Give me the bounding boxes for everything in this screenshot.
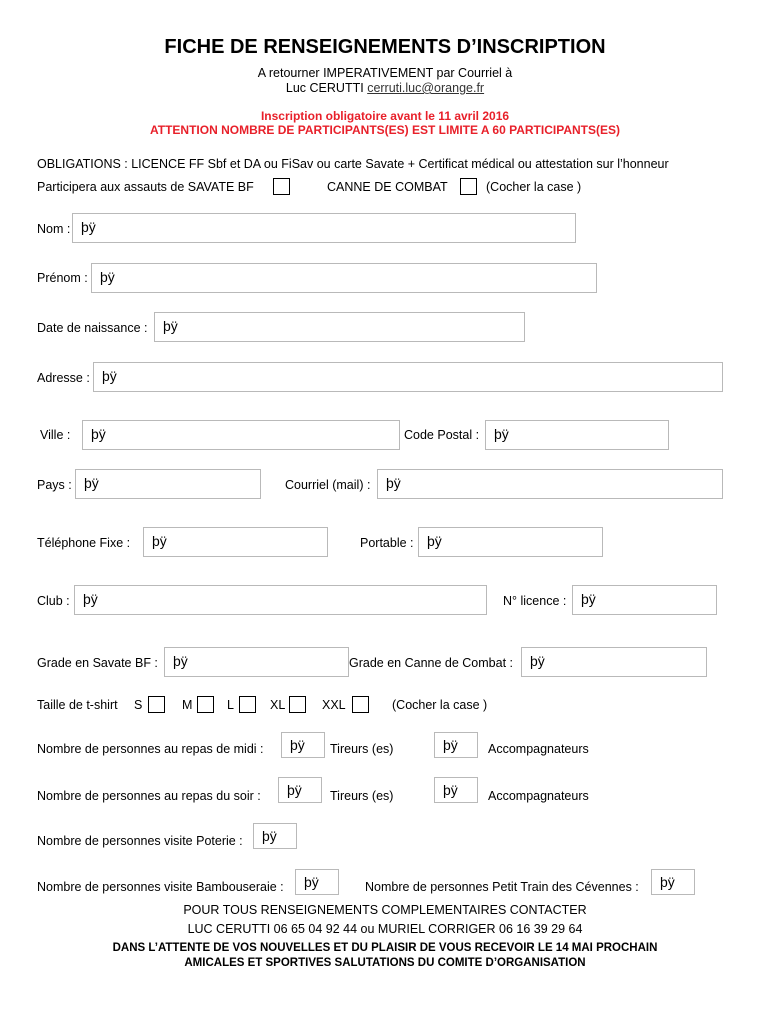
tshirt-xxl-checkbox[interactable] bbox=[352, 696, 369, 713]
telephone-label: Téléphone Fixe : bbox=[37, 536, 131, 550]
contact-name: Luc CERUTTI bbox=[285, 81, 364, 95]
bambouseraie-input[interactable]: þÿ bbox=[295, 869, 339, 895]
obligations-text: OBLIGATIONS : LICENCE FF Sbf et DA ou FiSav ou carte Savate + Certificat médical ou attestation sur l’honneur bbox=[37, 157, 669, 171]
licence-label: N° licence : bbox=[503, 594, 567, 608]
savate-checkbox[interactable] bbox=[273, 178, 290, 195]
petit-train-label: Nombre de personnes Petit Train des Cévennes : bbox=[365, 880, 639, 894]
naissance-label: Date de naissance : bbox=[37, 321, 148, 335]
adresse-label: Adresse : bbox=[37, 371, 90, 385]
footer-salutations: AMICALES ET SPORTIVES SALUTATIONS DU COMITE D’ORGANISATION bbox=[184, 957, 586, 969]
repas-soir-tireurs-label: Tireurs (es) bbox=[330, 789, 394, 803]
club-input[interactable]: þÿ bbox=[74, 585, 487, 615]
deadline-notice: Inscription obligatoire avant le 11 avril 2016 bbox=[260, 109, 510, 123]
code-postal-input[interactable]: þÿ bbox=[485, 420, 669, 450]
repas-soir-accompagnateurs-label: Accompagnateurs bbox=[488, 789, 589, 803]
ville-input[interactable]: þÿ bbox=[82, 420, 400, 450]
tshirt-size-xl-label: XL bbox=[270, 698, 286, 712]
grade-canne-input[interactable]: þÿ bbox=[521, 647, 707, 677]
grade-savate-input[interactable]: þÿ bbox=[164, 647, 349, 677]
tshirt-l-checkbox[interactable] bbox=[239, 696, 256, 713]
grade-savate-label: Grade en Savate BF : bbox=[37, 656, 158, 670]
repas-soir-tireurs-input[interactable]: þÿ bbox=[278, 777, 322, 803]
footer-contact-heading: POUR TOUS RENSEIGNEMENTS COMPLEMENTAIRES CONTACTER bbox=[183, 903, 587, 917]
tshirt-m-checkbox[interactable] bbox=[197, 696, 214, 713]
repas-soir-label: Nombre de personnes au repas du soir : bbox=[37, 789, 261, 803]
bambouseraie-label: Nombre de personnes visite Bambouseraie : bbox=[37, 880, 284, 894]
tshirt-size-s-label: S bbox=[134, 698, 143, 712]
courriel-input[interactable]: þÿ bbox=[377, 469, 723, 499]
ville-label: Ville : bbox=[40, 428, 71, 442]
poterie-input[interactable]: þÿ bbox=[253, 823, 297, 849]
canne-label: CANNE DE COMBAT bbox=[327, 180, 448, 194]
courriel-label: Courriel (mail) : bbox=[285, 478, 371, 492]
club-label: Club : bbox=[37, 594, 70, 608]
footer-welcome: DANS L’ATTENTE DE VOS NOUVELLES ET DU PLAISIR DE VOUS RECEVOIR LE 14 MAI PROCHAIN bbox=[112, 942, 658, 954]
tshirt-label: Taille de t-shirt bbox=[37, 698, 118, 712]
canne-checkbox[interactable] bbox=[460, 178, 477, 195]
pays-label: Pays : bbox=[37, 478, 72, 492]
tshirt-xl-checkbox[interactable] bbox=[289, 696, 306, 713]
participation-label: Participera aux assauts de SAVATE BF bbox=[37, 180, 254, 194]
return-instruction: A retourner IMPERATIVEMENT par Courriel à bbox=[257, 66, 513, 80]
repas-midi-tireurs-label: Tireurs (es) bbox=[330, 742, 394, 756]
portable-label: Portable : bbox=[360, 536, 414, 550]
repas-midi-accompagnateurs-label: Accompagnateurs bbox=[488, 742, 589, 756]
limit-notice: ATTENTION NOMBRE DE PARTICIPANTS(ES) EST LIMITE A 60 PARTICIPANTS(ES) bbox=[149, 123, 620, 137]
tshirt-size-l-label: L bbox=[227, 698, 234, 712]
contact-line bbox=[0, 81, 770, 95]
tshirt-size-xxl-label: XXL bbox=[322, 698, 346, 712]
repas-soir-accompagnateurs-input[interactable]: þÿ bbox=[434, 777, 478, 803]
tshirt-size-m-label: M bbox=[182, 698, 193, 712]
repas-midi-accompagnateurs-input[interactable]: þÿ bbox=[434, 732, 478, 758]
footer-contact-phones: LUC CERUTTI 06 65 04 92 44 ou MURIEL CORRIGER 06 16 39 29 64 bbox=[187, 922, 583, 936]
nom-label: Nom : bbox=[37, 222, 71, 236]
cocher-instruction: (Cocher la case ) bbox=[486, 180, 582, 194]
prenom-input[interactable]: þÿ bbox=[91, 263, 597, 293]
pays-input[interactable]: þÿ bbox=[75, 469, 261, 499]
repas-midi-tireurs-input[interactable]: þÿ bbox=[281, 732, 325, 758]
tshirt-cocher-instruction: (Cocher la case ) bbox=[392, 698, 488, 712]
tshirt-s-checkbox[interactable] bbox=[148, 696, 165, 713]
grade-canne-label: Grade en Canne de Combat : bbox=[349, 656, 513, 670]
prenom-label: Prénom : bbox=[37, 271, 88, 285]
poterie-label: Nombre de personnes visite Poterie : bbox=[37, 834, 243, 848]
repas-midi-label: Nombre de personnes au repas de midi : bbox=[37, 742, 264, 756]
contact-email-link[interactable]: cerruti.luc@orange.fr bbox=[367, 81, 485, 95]
petit-train-input[interactable]: þÿ bbox=[651, 869, 695, 895]
portable-input[interactable]: þÿ bbox=[418, 527, 603, 557]
adresse-input[interactable]: þÿ bbox=[93, 362, 723, 392]
nom-input[interactable]: þÿ bbox=[72, 213, 576, 243]
telephone-input[interactable]: þÿ bbox=[143, 527, 328, 557]
form-title: FICHE DE RENSEIGNEMENTS D’INSCRIPTION bbox=[164, 36, 606, 58]
licence-input[interactable]: þÿ bbox=[572, 585, 717, 615]
code-postal-label: Code Postal : bbox=[404, 428, 480, 442]
naissance-input[interactable]: þÿ bbox=[154, 312, 525, 342]
